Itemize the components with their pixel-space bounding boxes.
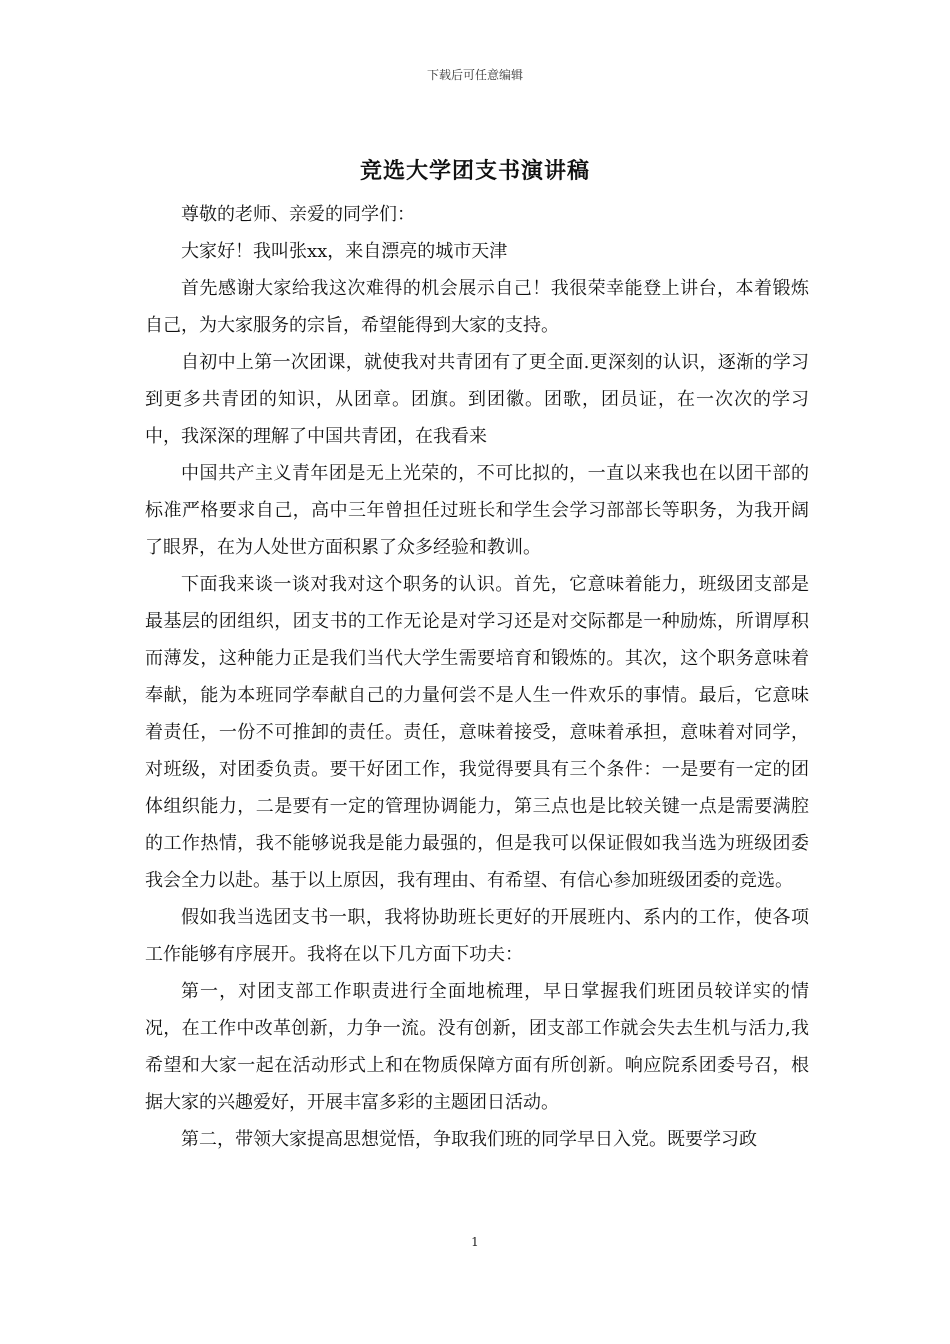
paragraph: 中国共产主义青年团是无上光荣的，不可比拟的，一直以来我也在以团干部的标准严格要求自己，高中三年曾担任过班长和学生会学习部部长等职务，为我开阔了眼界，在为人处世方面积累了众多经验和教训。	[145, 463, 809, 558]
paragraph-greeting: 大家好！我叫张xx，来自漂亮的城市天津	[181, 241, 508, 262]
document-title: 竞选大学团支书演讲稿	[359, 158, 590, 184]
paragraph: 第一，对团支部工作职责进行全面地梳理，早日掌握我们班团员较详实的情况，在工作中改革创新，力争一流。没有创新，团支部工作就会失去生机与活力,我希望和大家一起在活动形式上和在物质保障方面有所创新。响应院系团委号召，根据大家的兴趣爱好，开展丰富多彩的主题团日活动。	[145, 981, 809, 1113]
paragraph: 第二，带领大家提高思想觉悟，争取我们班的同学早日入党。既要学习政	[181, 1129, 757, 1150]
header-note: 下载后可任意编辑	[426, 68, 523, 82]
paragraph: 下面我来谈一谈对我对这个职务的认识。首先，它意味着能力，班级团支部是最基层的团组织，团支书的工作无论是对学习还是对交际都是一种励炼，所谓厚积而薄发，这种能力正是我们当代大学生需要培育和锻炼的。其次，这个职务意味着奉献，能为本班同学奉献自己的力量何尝不是人生一件欢乐的事情。最后，它意味着责任，一份不可推卸的责任。责任，意味着接受，意味着承担，意味着对同学，对班级，对团委负责。要干好团工作，我觉得要具有三个条件：一是要有一定的团体组织能力，二是要有一定的管理协调能力，第三点也是比较关键一点是需要满腔的工作热情，我不能够说我是能力最强的，但是我可以保证假如我当选为班级团委我会全力以赴。基于以上原因，我有理由、有希望、有信心参加班级团委的竞选。	[145, 574, 809, 891]
paragraph: 假如我当选团支书一职，我将协助班长更好的开展班内、系内的工作，使各项工作能够有序展开。我将在以下几方面下功夫：	[145, 907, 809, 965]
paragraph: 首先感谢大家给我这次难得的机会展示自己！我很荣幸能登上讲台，本着锻炼自己，为大家服务的宗旨，希望能得到大家的支持。	[145, 278, 809, 336]
page-number: 1	[471, 1235, 479, 1249]
paragraph-salutation: 尊敬的老师、亲爱的同学们：	[181, 204, 415, 225]
document-body	[145, 196, 809, 1158]
paragraph: 自初中上第一次团课，就使我对共青团有了更全面.更深刻的认识，逐渐的学习到更多共青团的知识，从团章。团旗。到团徽。团歌，团员证，在一次次的学习中，我深深的理解了中国共青团，在我看来	[145, 352, 809, 447]
